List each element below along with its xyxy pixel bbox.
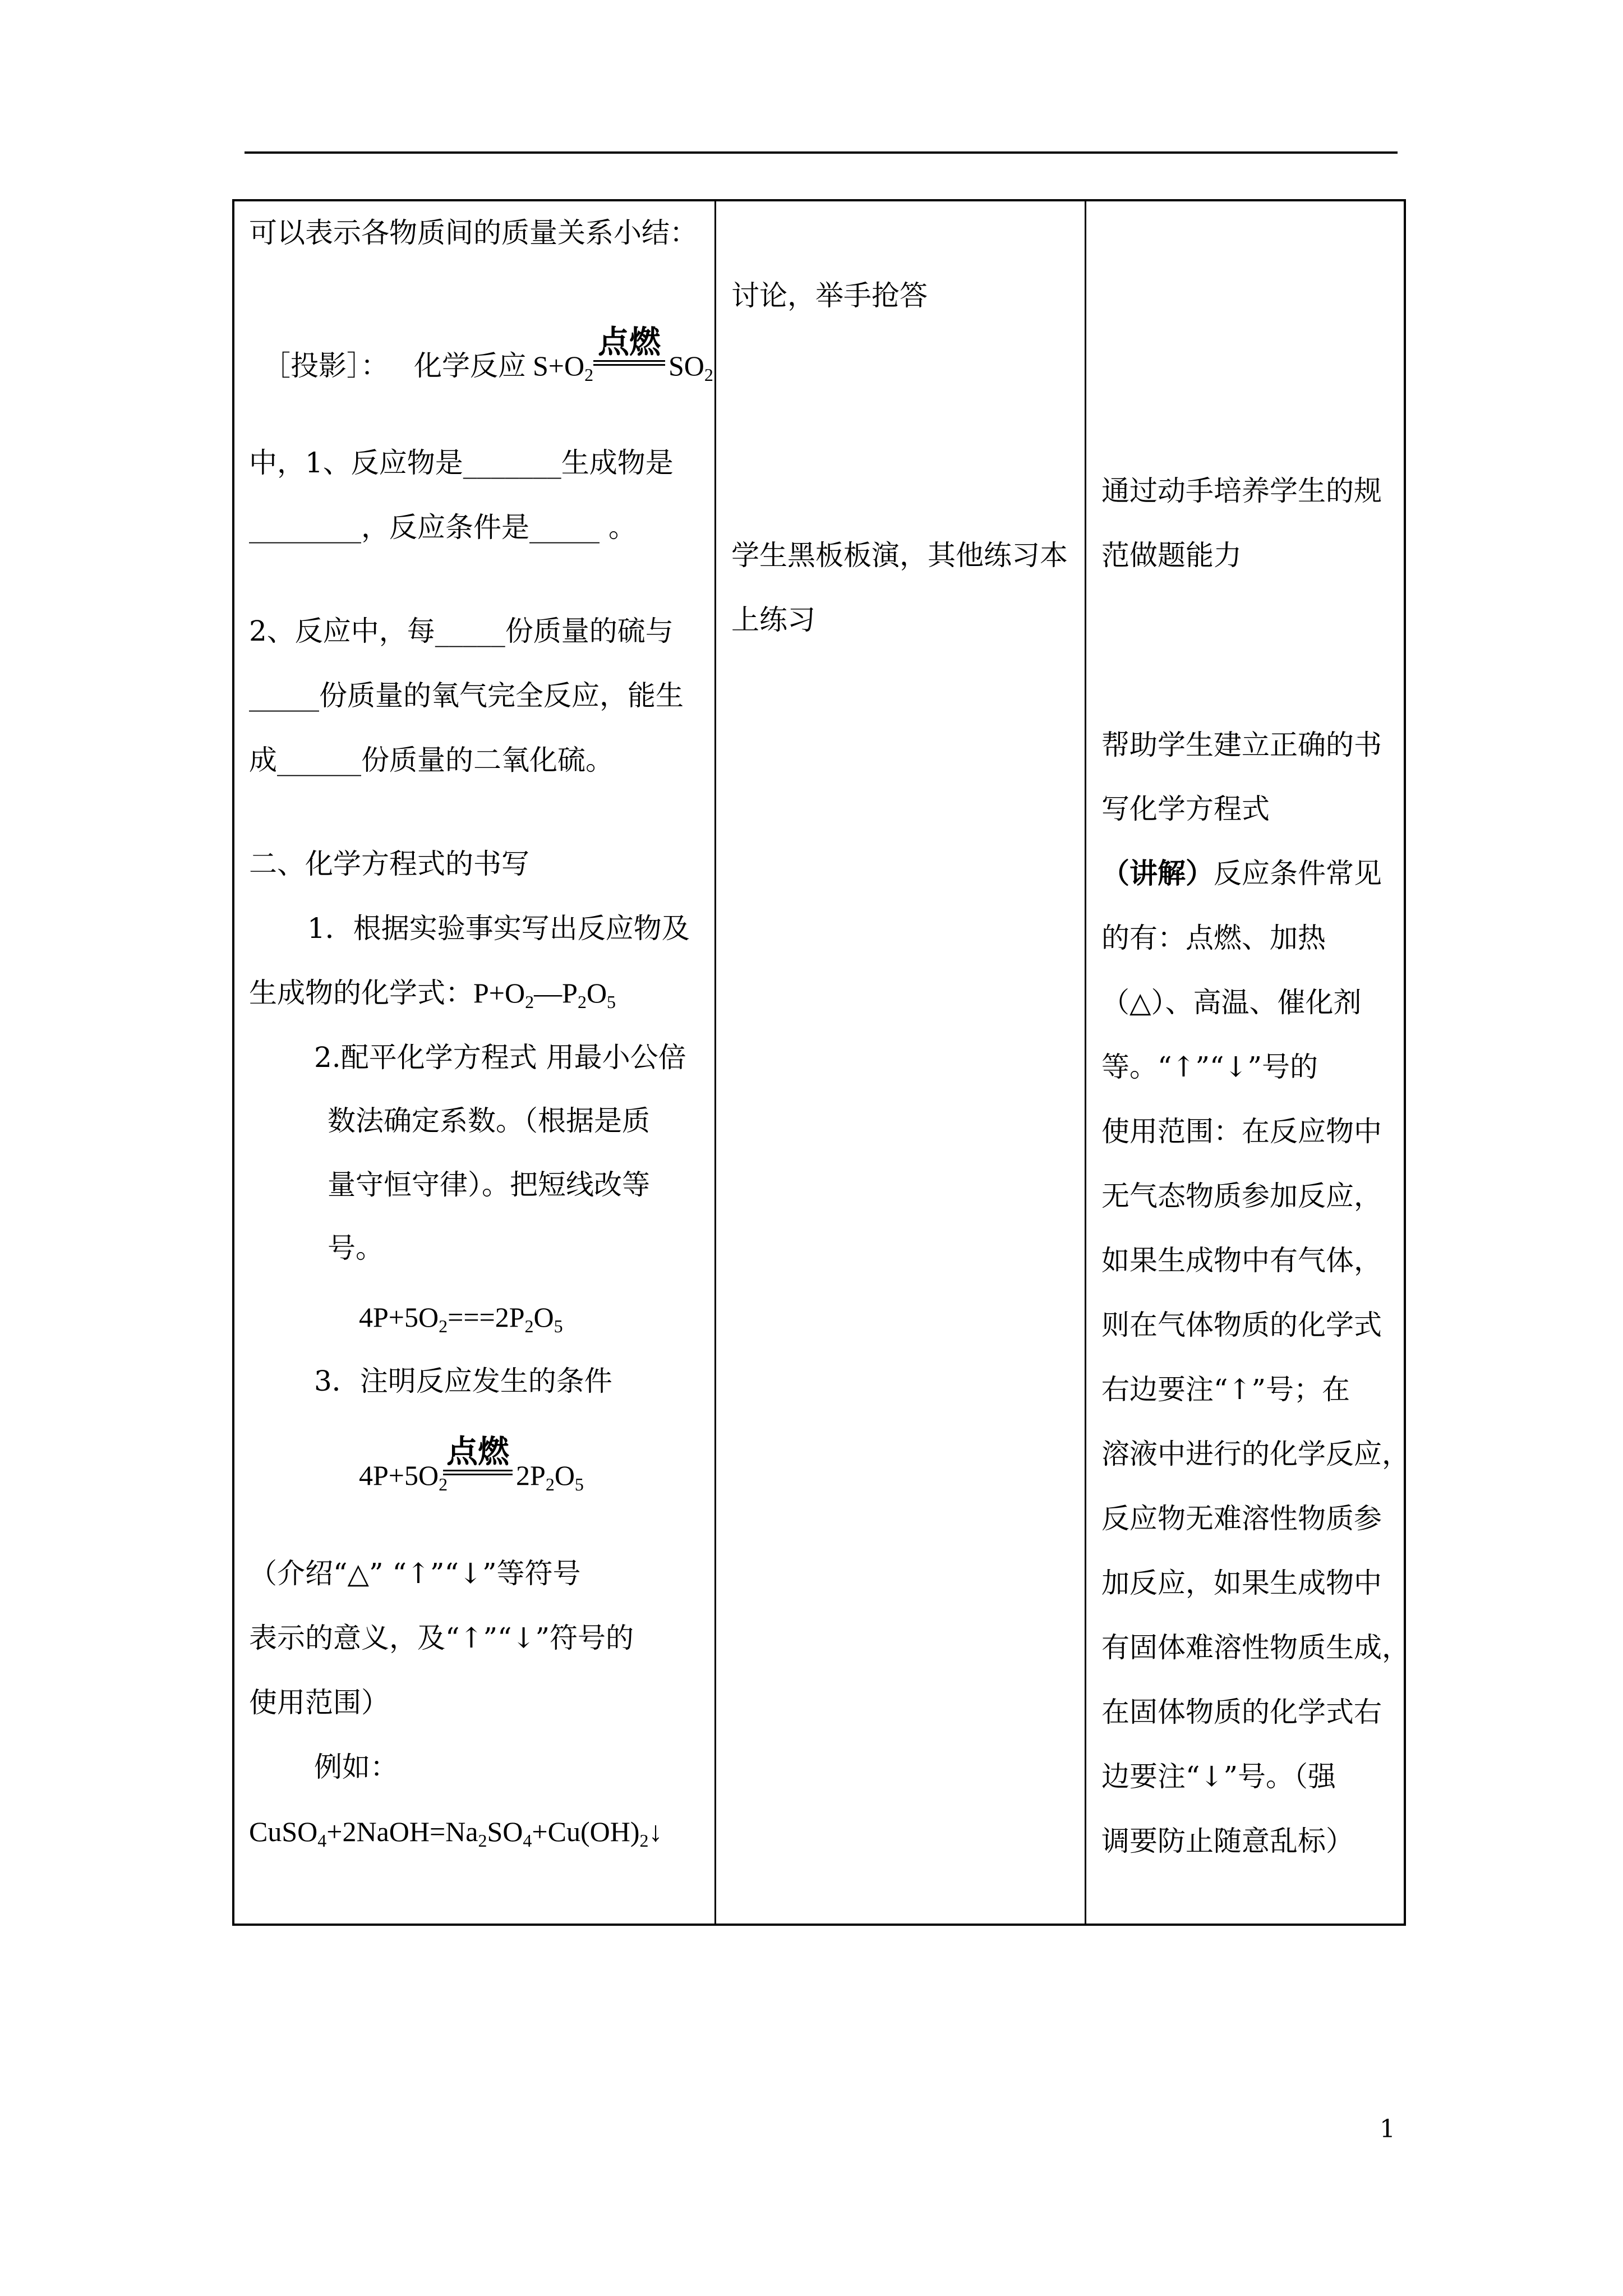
table-column-divider-1	[714, 199, 716, 1926]
explain-line-6: 无气态物质参加反应，	[1101, 1180, 1382, 1212]
explain-line-10: 溶液中进行的化学反应，	[1101, 1438, 1410, 1470]
condition-label: 点燃	[446, 1433, 509, 1470]
question-2-line-2: _____份质量的氧气完全反应，能生	[249, 679, 684, 712]
explain-line-9: 右边要注“↑”号；在	[1101, 1373, 1350, 1406]
question-1-line-1: 中，1、反应物是_______生成物是	[249, 447, 674, 479]
explain-line-13: 有固体难溶性物质生成，	[1101, 1631, 1410, 1664]
double-line-arrow	[443, 1470, 513, 1475]
intro-line-1: （介绍“△” “↑”“↓”等符号	[249, 1557, 581, 1590]
double-line-arrow	[593, 360, 665, 366]
step-3-line: 3．注明反应发生的条件	[314, 1365, 612, 1397]
example-label: 例如：	[314, 1751, 398, 1783]
table-column-divider-2	[1085, 199, 1086, 1926]
equation-3-reactants: $4P+5O_2$	[359, 1460, 448, 1494]
student-activity-2-line-1: 学生黑板板演，其他练习本	[731, 539, 1068, 572]
step-2-line-4: 号。	[328, 1232, 384, 1264]
summary-line: 可以表示各物质间的质量关系小结：	[249, 217, 698, 249]
explain-line-5: 使用范围：在反应物中	[1101, 1115, 1382, 1148]
question-1-line-2: ________，反应条件是_____ 。	[249, 511, 637, 544]
explain-line-11: 反应物无难溶性物质参	[1101, 1502, 1382, 1535]
equation-3-product: $2P_2O_5$	[516, 1460, 584, 1494]
reaction-prefix: 化学反应	[414, 349, 526, 382]
question-2-line-1: 2、反应中，每_____份质量的硫与	[249, 615, 674, 647]
step-2-line-3: 量守恒守律）。把短线改等	[328, 1168, 650, 1201]
student-activity-2-line-2: 上练习	[731, 604, 815, 636]
explain-line-2: 的有：点燃、加热	[1101, 922, 1326, 954]
explain-line-3: （△）、高温、催化剂	[1101, 986, 1362, 1019]
condition-label: 点燃	[598, 324, 661, 361]
intent-2-line-1: 帮助学生建立正确的书	[1101, 729, 1382, 761]
equation-1-reactants: $S+O_2$	[533, 350, 594, 385]
page-number: 1	[1380, 2115, 1395, 2143]
step-1-line-2: 生成物的化学式：$P+O_2—P_2O_5$	[249, 977, 616, 1012]
explain-line-16: 调要防止随意乱标）	[1101, 1825, 1354, 1857]
intent-2-line-2: 写化学方程式	[1101, 793, 1270, 825]
intent-1-line-2: 范做题能力	[1101, 539, 1242, 572]
question-2-line-3: 成______份质量的二氧化硫。	[249, 744, 614, 776]
explain-line-15: 边要注“↓”号。（强	[1101, 1760, 1336, 1793]
intro-line-2: 表示的意义，及“↑”“↓”符号的	[249, 1622, 634, 1654]
explain-line-1: （讲解）反应条件常见	[1101, 857, 1382, 890]
header-rule	[245, 151, 1398, 154]
explain-line-7: 如果生成物中有气体，	[1101, 1244, 1382, 1277]
example-equation: $CuSO_4+2NaOH=Na_2SO_4+Cu(OH)_2↓$	[249, 1816, 663, 1851]
explain-line-4: 等。“↑”“↓”号的	[1101, 1051, 1318, 1083]
equation-3-condition	[443, 1435, 513, 1475]
explain-line-8: 则在气体物质的化学式	[1101, 1309, 1382, 1341]
step-2-line-2: 数法确定系数。（根据是质	[328, 1105, 650, 1137]
intent-1-line-1: 通过动手培养学生的规	[1101, 475, 1382, 507]
equation-2: $4P+5O_2===2P_2O_5$	[359, 1301, 563, 1336]
step-1-line-1: 1．根据实验事实写出反应物及	[307, 912, 690, 945]
step-2-line-1: 2.配平化学方程式 用最小公倍	[314, 1041, 686, 1074]
equation-1-condition	[593, 325, 665, 366]
intro-line-3: 使用范围）	[249, 1686, 389, 1719]
projection-label: ［投影］：	[262, 349, 389, 382]
student-activity-1: 讨论，举手抢答	[731, 279, 928, 312]
explain-line-14: 在固体物质的化学式右	[1101, 1696, 1382, 1728]
section-2-title: 二、化学方程式的书写	[249, 848, 529, 880]
explain-line-12: 加反应，如果生成物中	[1101, 1567, 1382, 1599]
equation-1-product: $SO_2$	[668, 350, 713, 385]
